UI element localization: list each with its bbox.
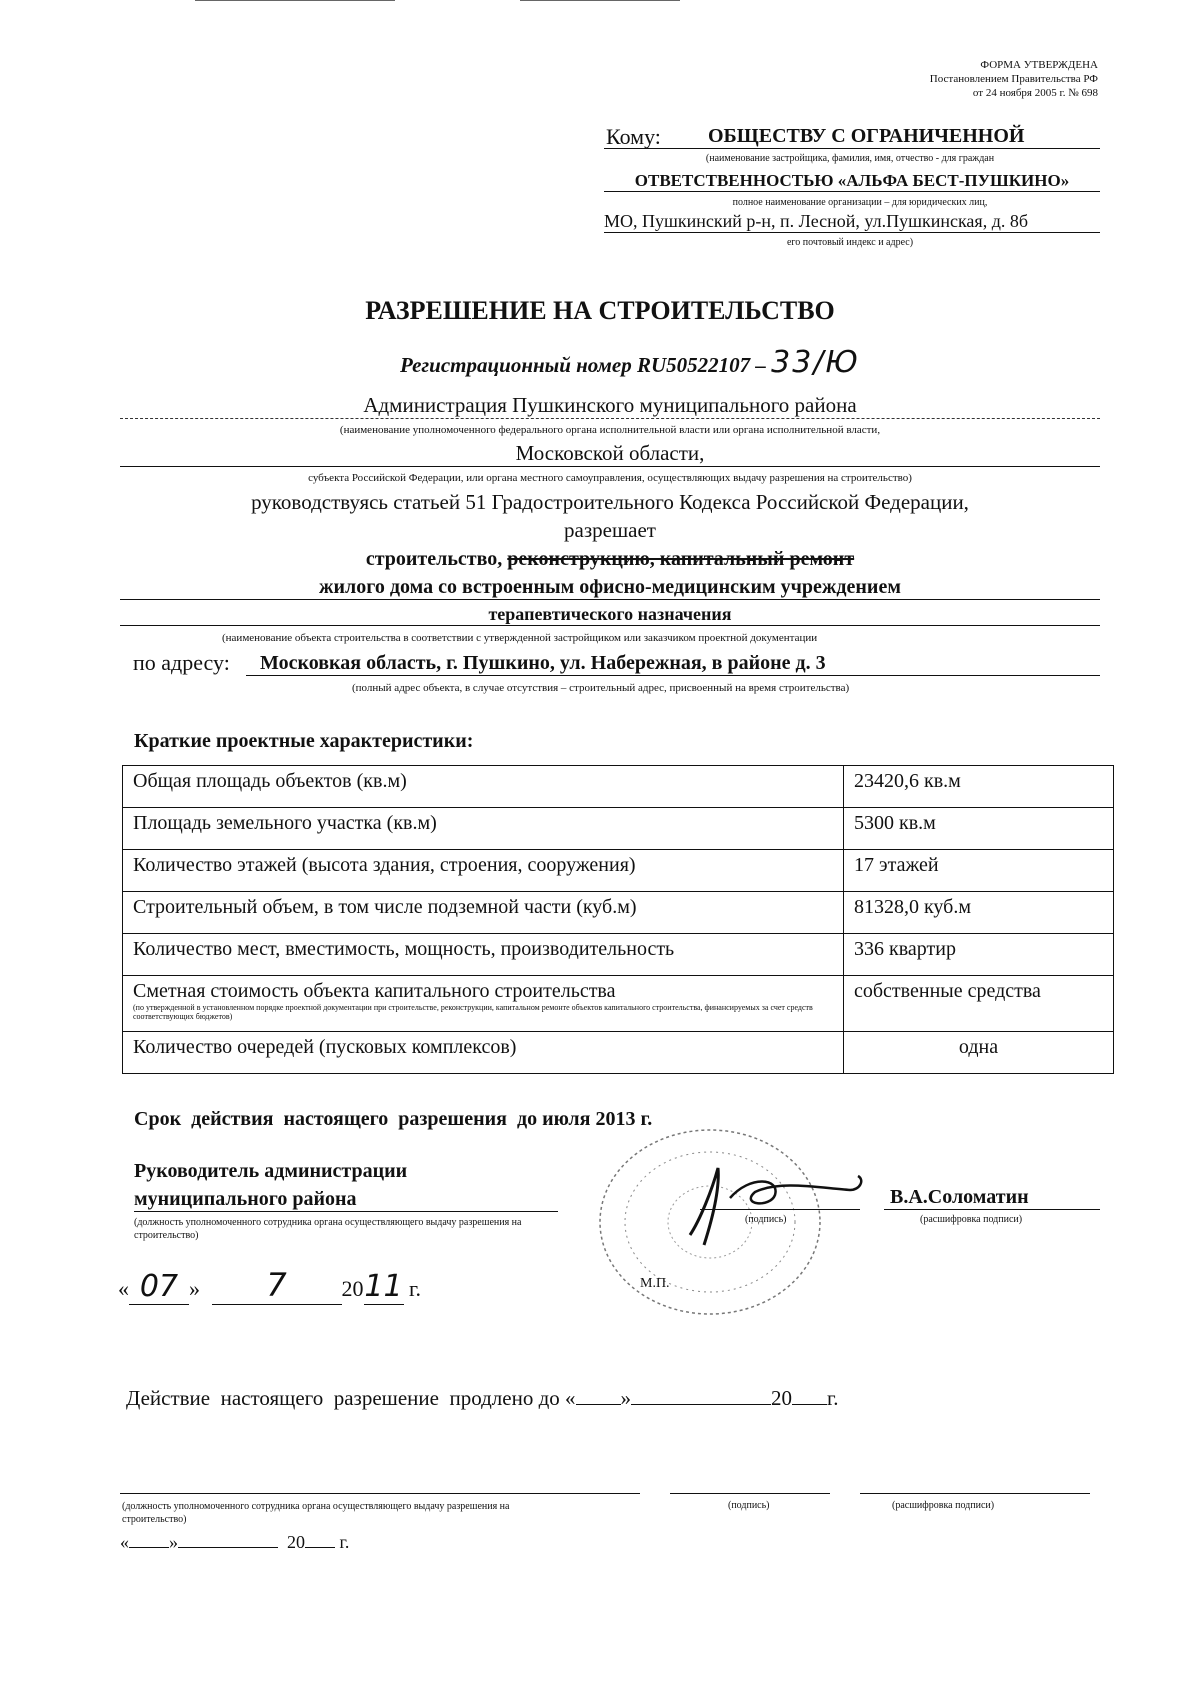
signature-line [700,1208,860,1210]
footer-date-close: » [169,1532,178,1552]
registration-label: Регистрационный номер RU50522107 – [400,353,766,377]
page-title: РАЗРЕШЕНИЕ НА СТРОИТЕЛЬСТВО [365,296,835,325]
table-row [123,850,1114,892]
date-year: 11 [364,1269,403,1304]
extension-year-prefix: 20 [771,1386,793,1410]
footer-year-blank [305,1547,335,1548]
authority-note-2: субъекта Российской Федерации, или органа местного самоуправления, осуществляющих выдачу разрешения на строительство) [308,472,912,484]
footer-signature-line [670,1493,830,1494]
recipient-label: Кому: [606,124,661,149]
recipient-note-1: (наименование застройщика, фамилия, имя, отчество - для граждан [705,153,995,164]
footer-date [120,1532,349,1553]
footer-date-open: « [120,1532,129,1552]
footer-suffix: г. [339,1532,350,1552]
authority-note-1: (наименование уполномоченного федерального органа исполнительной власти или органа исполнительной власти, [339,424,881,436]
row-value: 23420,6 кв.м [844,766,1114,808]
date-year-prefix: 20 [341,1276,364,1301]
row-value: 5300 кв.м [844,808,1114,850]
signatory-name-note: (расшифровка подписи) [920,1214,1023,1225]
row-label: Площадь земельного участка (кв.м) [123,808,844,850]
legal-basis: руководствуясь статьей 51 Градостроительного Кодекса Российской Федерации, [251,490,969,514]
table-row [123,766,1114,808]
row-label: Строительный объем, в том числе подземной части (куб.м) [123,892,844,934]
row-value: одна [844,1032,1114,1074]
row-value: собственные средства [844,976,1114,1032]
row-label-cell [123,976,844,1032]
footer-name-line [860,1493,1090,1494]
extension-text: Действие настоящего разрешение продлено до « [126,1386,576,1410]
object-note: (наименование объекта строительства в соответствии с утвержденной застройщиком или заказчиком проектной документации [222,632,818,644]
signature-note: (подпись) [745,1214,787,1225]
row-label: Общая площадь объектов (кв.м) [123,766,844,808]
signatory-position-note: (должность уполномоченного сотрудника органа осуществляющего выдачу разрешения на строительство) [134,1217,522,1241]
date-suffix: г. [409,1276,422,1301]
characteristics-heading: Краткие проектные характеристики: [134,730,474,752]
signatory-position-2: муниципального района [134,1188,558,1212]
footer-month-blank [178,1547,278,1548]
issue-date [118,1266,421,1305]
extension-line [126,1386,839,1411]
form-decree-label: Постановлением Правительства РФ [929,73,1098,85]
footer-signature-note: (подпись) [728,1500,770,1511]
works-struck: реконструкцию, капитальный ремонт [507,548,855,570]
object-name-line2: терапевтического назначения [120,604,1100,626]
table-row [123,976,1114,1032]
date-month: 7 [212,1266,342,1305]
address-label: по адресу: [133,650,230,675]
footer-name-note: (расшифровка подписи) [892,1500,995,1511]
form-approval-header [798,58,1098,100]
extension-suffix: г. [827,1386,839,1410]
footer-day-blank [129,1547,169,1548]
authority-line1: Администрация Пушкинского муниципального района [120,393,1100,419]
address-note: (полный адрес объекта, в случае отсутствия – строительный адрес, присвоенный на время строительства) [352,682,850,694]
signatory-position-1: Руководитель администрации [134,1160,408,1182]
row-label: Количество очередей (пусковых комплексов) [123,1032,844,1074]
row-label: Количество этажей (высота здания, строения, сооружения) [123,850,844,892]
validity-text: Срок действия настоящего разрешения до июля 2013 г. [134,1108,653,1130]
row-value: 81328,0 куб.м [844,892,1114,934]
recipient-note-3: его почтовый индекс и адрес) [786,237,914,248]
footer-year-prefix: 20 [287,1532,305,1552]
row-value: 336 квартир [844,934,1114,976]
signature-scribble [660,1150,880,1260]
characteristics-table [122,765,1114,1074]
extension-month-blank [631,1404,771,1405]
permits-verb: разрешает [564,518,656,542]
row-note: (по утвержденной в установленном порядке проектной документации при строительстве, реконструкции, капитальном ремонте объектов капитального строительства, финансируемых за счет средств соответствующих бюджетов) [133,1003,813,1021]
row-label: Количество мест, вместимость, мощность, производительность [123,934,844,976]
date-close-quote: » [189,1276,200,1301]
form-decree-date: от 24 ноября 2005 г. № 698 [972,87,1098,99]
table-row [123,934,1114,976]
works-active: строительство, [365,548,503,570]
object-name-line1: жилого дома со встроенным офисно-медицинским учреждением [120,576,1100,600]
address-value: Московкая область, г. Пушкино, ул. Набережная, в районе д. 3 [246,652,1100,676]
extension-close-quote: » [620,1386,632,1410]
table-row [123,1032,1114,1074]
extension-year-blank [792,1404,827,1405]
recipient-note-2: полное наименование организации – для юридических лиц, [732,197,988,208]
authority-line2: Московской области, [120,441,1100,467]
recipient-name-line2: ОТВЕТСТВЕННОСТЬЮ «АЛЬФА БЕСТ-ПУШКИНО» [604,171,1100,192]
stamp-label: М.П. [640,1276,670,1291]
registration-handwritten: 33/Ю [771,345,860,380]
works-type [120,548,1100,571]
extension-day-blank [576,1404,621,1405]
row-value: 17 этажей [844,850,1114,892]
scan-mark [195,0,395,1]
scan-mark [520,0,680,1]
form-approved-label: ФОРМА УТВЕРЖДЕНА [980,59,1098,71]
registration-number [400,345,860,380]
recipient-name-line1: ОБЩЕСТВУ С ОГРАНИЧЕННОЙ [604,125,1100,149]
footer-position-note: (должность уполномоченного сотрудника органа осуществляющего выдачу разрешения на строительство) [122,1501,510,1525]
recipient-address: МО, Пушкинский р-н, п. Лесной, ул.Пушкинская, д. 8б [604,211,1100,233]
footer-position-line [120,1493,640,1494]
row-label: Сметная стоимость объекта капитального строительства [133,980,616,1002]
date-day: 07 [129,1269,189,1305]
date-open-quote: « [118,1276,129,1301]
signatory-name: В.А.Соломатин [884,1186,1100,1210]
table-row [123,808,1114,850]
table-row [123,892,1114,934]
